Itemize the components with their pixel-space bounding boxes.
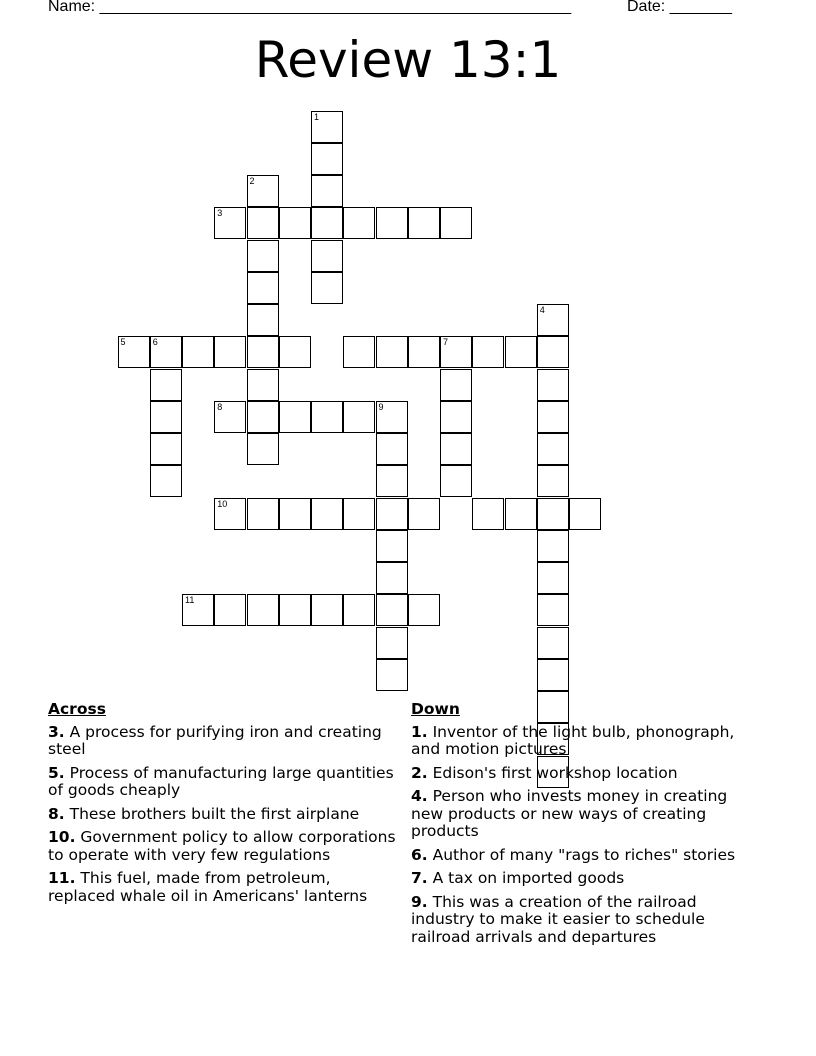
crossword-cell[interactable] — [440, 369, 472, 401]
clue-text: This fuel, made from petroleum, replaced whale oil in Americans' lanterns — [48, 869, 368, 905]
crossword-cell[interactable] — [376, 336, 408, 368]
cell-number: 6 — [152, 337, 158, 348]
crossword-cell[interactable] — [343, 594, 375, 626]
crossword-cell[interactable] — [537, 304, 569, 336]
crossword-cell[interactable] — [214, 594, 246, 626]
across-clue — [48, 806, 398, 824]
cell-number: 1 — [314, 111, 320, 122]
crossword-cell[interactable] — [376, 659, 408, 691]
crossword-cell[interactable] — [376, 594, 408, 626]
crossword-cell[interactable] — [440, 433, 472, 465]
crossword-cell[interactable] — [376, 530, 408, 562]
crossword-cell[interactable] — [247, 240, 279, 272]
crossword-cell[interactable] — [247, 336, 279, 368]
cell-number: 3 — [217, 208, 223, 219]
crossword-cell[interactable] — [472, 498, 504, 530]
clue-number: 2. — [411, 763, 428, 782]
down-clue — [411, 765, 756, 783]
clue-text: These brothers built the first airplane — [64, 804, 360, 823]
crossword-cell[interactable] — [343, 401, 375, 433]
crossword-cell[interactable] — [247, 272, 279, 304]
cell-number: 7 — [443, 337, 449, 348]
clue-number: 6. — [411, 845, 428, 864]
crossword-cell[interactable] — [279, 207, 311, 239]
crossword-cell[interactable] — [376, 562, 408, 594]
cell-number: 11 — [185, 595, 195, 606]
name-line[interactable]: _____________________________________________________ — [99, 0, 572, 15]
clue-text: Edison's first workshop location — [427, 763, 678, 782]
clue-text: This was a creation of the railroad industry to make it easier to schedule railroad arrivals and departures — [411, 892, 705, 946]
clue-number: 10. — [48, 828, 76, 846]
crossword-cell[interactable] — [537, 530, 569, 562]
crossword-cell[interactable] — [311, 175, 343, 207]
crossword-cell[interactable] — [376, 433, 408, 465]
down-clues — [411, 701, 756, 952]
crossword-cell[interactable] — [247, 594, 279, 626]
crossword-cell[interactable] — [150, 401, 182, 433]
crossword-cell[interactable] — [150, 369, 182, 401]
crossword-cell[interactable] — [408, 207, 440, 239]
clue-number: 3. — [48, 722, 65, 741]
clue-number: 11. — [48, 869, 76, 887]
crossword-cell[interactable] — [472, 336, 504, 368]
crossword-cell[interactable] — [376, 627, 408, 659]
clue-text: Person who invests money in creating new products or new ways of creating products — [411, 787, 728, 840]
cell-number: 5 — [120, 337, 126, 348]
crossword-cell[interactable] — [408, 336, 440, 368]
crossword-cell[interactable] — [311, 143, 343, 175]
crossword-cell[interactable] — [376, 498, 408, 530]
crossword-cell[interactable] — [214, 207, 246, 239]
crossword-cell[interactable] — [182, 594, 214, 626]
clue-text: A tax on imported goods — [427, 869, 625, 887]
cell-number: 10 — [217, 498, 228, 509]
crossword-cell[interactable] — [279, 336, 311, 368]
clue-text: Inventor of the light bulb, phonograph, and motion pictures — [411, 722, 735, 758]
crossword-cell[interactable] — [537, 627, 569, 659]
crossword-cell[interactable] — [311, 272, 343, 304]
crossword-cell[interactable] — [279, 594, 311, 626]
crossword-cell[interactable] — [376, 465, 408, 497]
crossword-cell[interactable] — [408, 498, 440, 530]
crossword-cell[interactable] — [505, 336, 537, 368]
crossword-cell[interactable] — [247, 433, 279, 465]
crossword-cell[interactable] — [537, 465, 569, 497]
crossword-cell[interactable] — [440, 465, 472, 497]
crossword-cell[interactable] — [537, 369, 569, 401]
crossword-cell[interactable] — [247, 401, 279, 433]
crossword-cell[interactable] — [214, 498, 246, 530]
crossword-cell[interactable] — [311, 498, 343, 530]
crossword-cell[interactable] — [376, 401, 408, 433]
crossword-cell[interactable] — [343, 207, 375, 239]
crossword-cell[interactable] — [214, 336, 246, 368]
down-clue — [411, 724, 756, 759]
across-clue — [48, 829, 398, 864]
crossword-cell[interactable] — [247, 175, 279, 207]
crossword-cell[interactable] — [537, 659, 569, 691]
crossword-cell[interactable] — [408, 594, 440, 626]
crossword-cell[interactable] — [311, 111, 343, 143]
clue-text: Government policy to allow corporations to operate with very few regulations — [48, 828, 396, 864]
across-clue — [48, 765, 398, 800]
crossword-cell[interactable] — [537, 594, 569, 626]
crossword-cell[interactable] — [279, 498, 311, 530]
clue-number: 4. — [411, 787, 428, 805]
cell-number: 8 — [217, 401, 223, 412]
crossword-cell[interactable] — [537, 336, 569, 368]
cell-number: 2 — [249, 176, 255, 186]
crossword-cell[interactable] — [311, 207, 343, 239]
crossword-cell[interactable] — [505, 498, 537, 530]
date-label: Date: — [627, 0, 670, 15]
crossword-cell[interactable] — [376, 207, 408, 239]
crossword-cell[interactable] — [343, 498, 375, 530]
crossword-cell[interactable] — [537, 433, 569, 465]
crossword-cell[interactable] — [150, 465, 182, 497]
crossword-cell[interactable] — [537, 562, 569, 594]
down-clue — [411, 788, 756, 841]
cell-number: 4 — [539, 305, 545, 315]
crossword-cell[interactable] — [440, 401, 472, 433]
crossword-cell[interactable] — [311, 240, 343, 272]
crossword-cell[interactable] — [150, 433, 182, 465]
crossword-cell[interactable] — [182, 336, 214, 368]
crossword-cell[interactable] — [440, 207, 472, 239]
crossword-cell[interactable] — [279, 401, 311, 433]
across-heading: Across — [48, 700, 106, 718]
cell-number: 9 — [378, 401, 384, 412]
crossword-cell[interactable] — [247, 304, 279, 336]
crossword-cell[interactable] — [247, 498, 279, 530]
crossword-cell[interactable] — [150, 336, 182, 368]
clue-text: A process for purifying iron and creating steel — [48, 722, 382, 758]
page-title: Review 13:1 — [254, 31, 562, 89]
name-label: Name: — [48, 0, 100, 15]
crossword-cell[interactable] — [247, 207, 279, 239]
clue-number: 8. — [48, 804, 65, 823]
across-clue — [48, 724, 398, 759]
crossword-cell[interactable] — [247, 369, 279, 401]
crossword-cell[interactable] — [343, 336, 375, 368]
down-clue — [411, 870, 756, 888]
crossword-cell[interactable] — [311, 401, 343, 433]
date-line[interactable]: _______ — [669, 0, 732, 15]
across-clues — [48, 701, 398, 911]
clue-number: 7. — [411, 869, 428, 887]
crossword-cell[interactable] — [311, 594, 343, 626]
clue-number: 1. — [411, 722, 428, 741]
crossword-cell[interactable] — [118, 336, 150, 368]
down-clue — [411, 847, 756, 865]
clue-text: Process of manufacturing large quantities of goods cheaply — [48, 763, 394, 799]
clue-number: 9. — [411, 892, 428, 911]
crossword-cell[interactable] — [537, 498, 569, 530]
across-clue — [48, 870, 398, 905]
clue-text: Author of many "rags to riches" stories — [427, 845, 736, 864]
down-clue — [411, 894, 756, 947]
clue-number: 5. — [48, 763, 65, 782]
crossword-cell[interactable] — [214, 401, 246, 433]
crossword-cell[interactable] — [440, 336, 472, 368]
crossword-cell[interactable] — [537, 401, 569, 433]
crossword-cell[interactable] — [569, 498, 601, 530]
down-heading: Down — [411, 700, 460, 718]
